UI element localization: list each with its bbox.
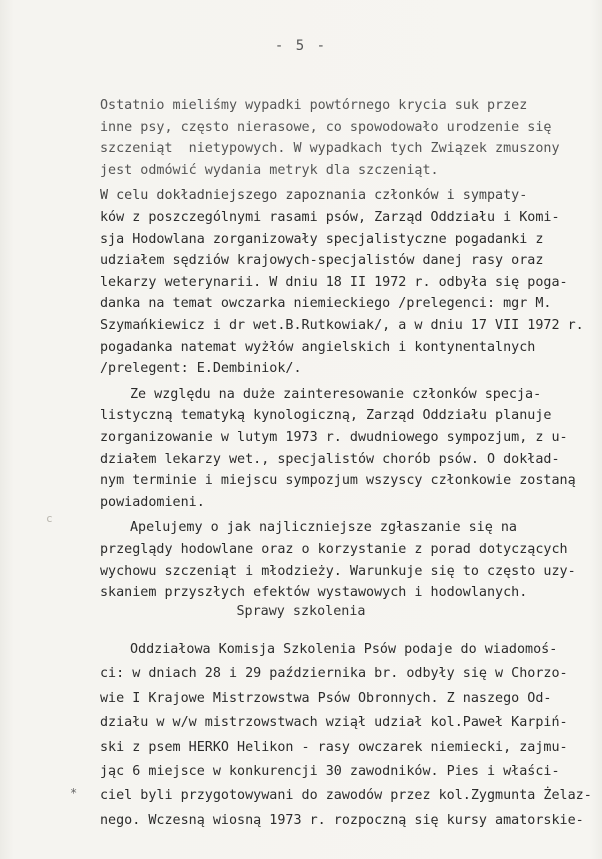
text-line: zorganizowanie w lutym 1973 r. dwudniowego sympozjum, z u- <box>100 430 568 445</box>
text-line: przeglądy hodowlane oraz o korzystanie z porad dotyczących <box>100 542 568 557</box>
text-line: danka na temat owczarka niemieckiego /prelegenci: mgr M. <box>100 296 552 311</box>
text-line: inne psy, często nierasowe, co spowodowało urodzenie się <box>100 120 552 135</box>
text-line: wie I Krajowe Mistrzowstwa Psów Obronnych. Z naszego Od- <box>100 691 552 706</box>
text-line: sja Hodowlana zorganizowały specjalistyczne pogadanki z <box>100 232 544 247</box>
text-line: Oddziałowa Komisja Szkolenia Psów podaje do wiadomoś- <box>130 642 558 657</box>
text-line: szczeniąt nietypowych. W wypadkach tych Związek zmuszony <box>100 141 560 156</box>
text-line: ci: w dniach 28 i 29 października br. odbyły się w Chorzo- <box>100 666 568 681</box>
page-number: - 5 - <box>274 38 328 54</box>
text-line: listyczną tematyką kynologiczną, Zarząd Oddziału planuje <box>100 408 552 423</box>
text-line: Ze względu na duże zainteresowanie członków specja- <box>130 387 542 402</box>
text-line: W celu dokładniejszego zapoznania członków i sympaty- <box>100 188 528 203</box>
text-line: działu w w/w mistrzowstwach wziął udział kol.Paweł Karpiń- <box>100 715 568 730</box>
text-line: pogadanka natemat wyżłów angielskich i kontynentalnych <box>100 340 536 355</box>
margin-mark: c <box>46 512 53 525</box>
margin-mark: * <box>70 786 78 800</box>
text-line: nym terminie i miejscu sympozjum wszyscy członkowie zostaną <box>100 473 576 488</box>
text-line: Apelujemy o jak najliczniejsze zgłaszanie się na <box>130 520 517 535</box>
text-line: udziałem sędziów krajowych-specjalistów danej rasy oraz <box>100 253 544 268</box>
text-line: ciel byli przygotowywani do zawodów przez kol.Zygmunta Żelaz- <box>100 788 592 803</box>
text-line: lekarzy weterynarii. W dniu 18 II 1972 r. odbyła się poga- <box>100 275 568 290</box>
text-line: Ostatnio mieliśmy wypadki powtórnego krycia suk przez <box>100 98 528 113</box>
text-line: Szymańkiewicz i dr wet.B.Rutkowiak/, a w dniu 17 VII 1972 r. <box>100 318 584 333</box>
text-line: ski z psem HERKO Helikon - rasy owczarek niemiecki, zajmu- <box>100 740 568 755</box>
text-line: jąc 6 miejsce w konkurencji 30 zawodników. Pies i właści- <box>100 764 560 779</box>
text-line: wychowu szczeniąt i młodzieży. Warunkuje się to często uzy- <box>100 564 576 579</box>
text-line: działem lekarzy wet., specjalistów chorób psów. O dokład- <box>100 452 560 467</box>
text-line: /prelegent: E.Dembiniok/. <box>100 361 302 376</box>
section-heading: Sprawy szkolenia <box>236 604 366 619</box>
text-line: jest odmówić wydania metryk dla szczeniąt. <box>100 163 439 178</box>
text-line: nego. Wczesną wiosną 1973 r. rozpoczną się kursy amatorskie- <box>100 813 584 828</box>
text-line: ków z poszczególnymi rasami psów, Zarząd Oddziału i Komi- <box>100 210 560 225</box>
text-line: skaniem przyszłych efektów wystawowych i hodowlanych. <box>100 585 528 600</box>
text-line: powiadomieni. <box>100 495 205 510</box>
